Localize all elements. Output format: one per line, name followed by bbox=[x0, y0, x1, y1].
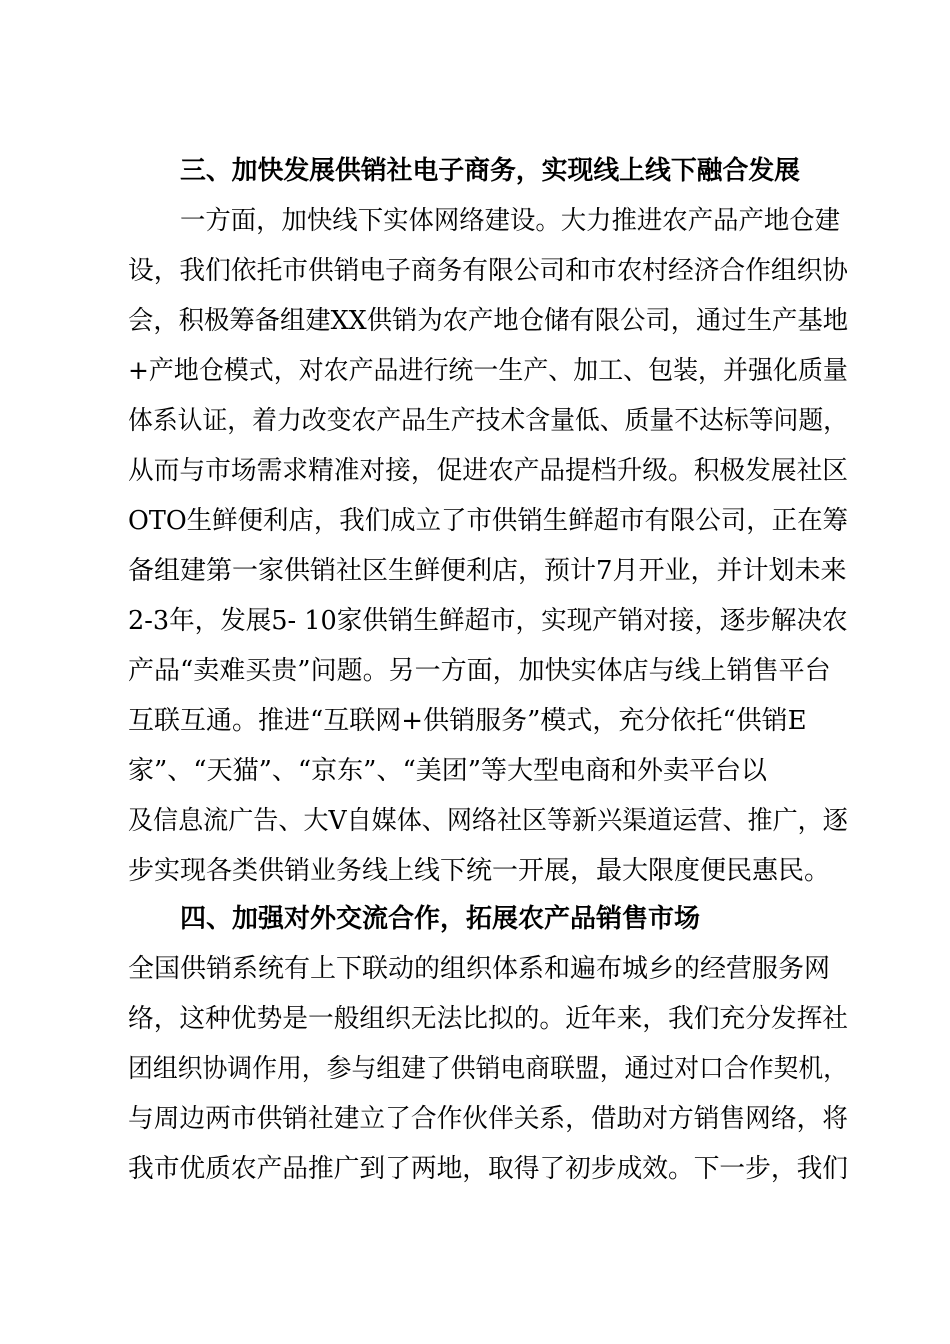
section-3-line-8: 备组建第一家供销社区生鲜便利店，预计7月开业，并计划未来 bbox=[128, 556, 847, 586]
section-3-line-6: 从而与市场需求精准对接，促进农产品提档升级。积极发展社区 bbox=[128, 456, 849, 486]
section-4-line-4: 与周边两市供销社建立了合作伙伴关系，借助对方销售网络，将 bbox=[128, 1104, 849, 1134]
section-4-line-3: 团组织协调作用，参与组建了供销电商联盟，通过对口合作契机， bbox=[128, 1054, 849, 1084]
section-4-line-1: 全国供销系统有上下联动的组织体系和遍布城乡的经营服务网 bbox=[128, 954, 831, 984]
section-3-line-13: 及信息流广告、大V自媒体、网络社区等新兴渠道运营、推广，逐 bbox=[128, 806, 848, 836]
section-3-line-1: 一方面，加快线下实体网络建设。大力推进农产品产地仓建 bbox=[180, 206, 841, 236]
section-3-line-10: 产品“卖难买贵”问题。另一方面，加快实体店与线上销售平台 bbox=[128, 656, 831, 686]
section-3-line-11: 互联互通。推进“互联网+供销服务”模式，充分依托“供销E bbox=[128, 706, 807, 736]
section-4-line-2: 络，这种优势是一般组织无法比拟的。近年来，我们充分发挥社 bbox=[128, 1004, 849, 1034]
section-3-line-3: 会，积极筹备组建XX供销为农产地仓储有限公司，通过生产基地 bbox=[128, 306, 849, 336]
section-3-line-7: OTO生鲜便利店，我们成立了市供销生鲜超市有限公司，正在筹 bbox=[128, 506, 848, 536]
section-3-line-4: +产地仓模式，对农产品进行统一生产、加工、包装，并强化质量 bbox=[128, 356, 848, 386]
section-3-line-2: 设，我们依托市供销电子商务有限公司和市农村经济合作组织协 bbox=[128, 256, 849, 286]
section-3-line-9: 2-3年，发展5- 10家供销生鲜超市，实现产销对接，逐步解决农 bbox=[128, 606, 848, 636]
section-3-heading: 三、加快发展供销社电子商务，实现线上线下融合发展 bbox=[180, 156, 801, 186]
section-3-line-12: 家”、“天猫”、“京东”、“美团”等大型电商和外卖平台以 bbox=[128, 756, 768, 786]
section-4-line-5: 我市优质农产品推广到了两地，取得了初步成效。下一步，我们 bbox=[128, 1154, 849, 1184]
section-3-line-14: 步实现各类供销业务线上线下统一开展，最大限度便民惠民。 bbox=[128, 856, 831, 886]
section-4-heading: 四、加强对外交流合作，拓展农产品销售市场 bbox=[180, 904, 701, 934]
section-3-line-5: 体系认证，着力改变农产品生产技术含量低、质量不达标等问题， bbox=[128, 406, 849, 436]
